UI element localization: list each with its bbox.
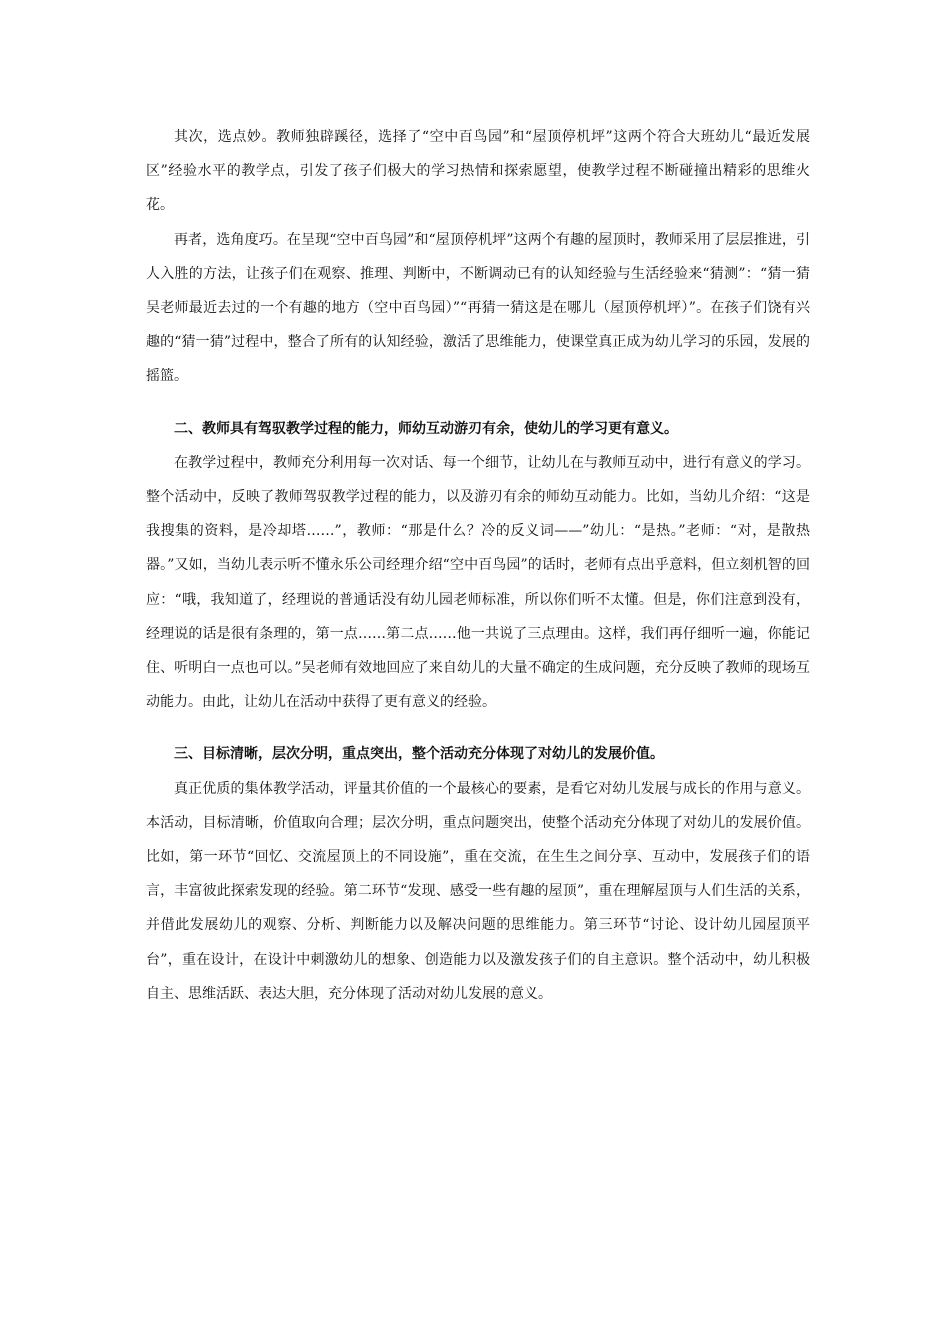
section-heading-3: 三、目标清晰，层次分明，重点突出，整个活动充分体现了对幼儿的发展价值。 bbox=[174, 746, 664, 763]
section-spacer bbox=[146, 394, 810, 412]
section-heading-2: 二、教师具有驾驭教学过程的能力，师幼互动游刃有余，使幼儿的学习更有意义。 bbox=[174, 420, 678, 437]
paragraph-choose-point: 其次，选点妙。教师独辟蹊径，选择了“空中百鸟园”和“屋顶停机坪”这两个符合大班幼儿“最近发展区”经验水平的教学点，引发了孩子们极大的学习热情和探索愿望，使教学过程不断碰撞出精彩的思维火花。 bbox=[146, 129, 810, 214]
paragraph-choose-angle: 再者，选角度巧。在呈现“空中百鸟园”和“屋顶停机坪”这两个有趣的屋顶时，教师采用了层层推进，引人入胜的方法，让孩子们在观察、推理、判断中，不断调动已有的认知经验与生活经验来“猜测”：“猜一猜吴老师最近去过的一个有趣的地方（空中百鸟园）”“再猜一猜这是在哪儿（屋顶停机坪）”。在孩子们饶有兴趣的“猜一猜”过程中，整合了所有的认知经验，激活了思维能力，使课堂真正成为幼儿学习的乐园，发展的摇篮。 bbox=[146, 231, 810, 385]
document-body bbox=[146, 120, 810, 1011]
paragraph-teacher-interaction: 在教学过程中，教师充分利用每一次对话、每一个细节，让幼儿在与教师互动中，进行有意义的学习。整个活动中，反映了教师驾驭教学过程的能力，以及游刃有余的师幼互动能力。比如，当幼儿介绍：“这是我搜集的资料，是冷却塔……”，教师：“那是什么？冷的反义词——”幼儿：“是热。”老师：“对，是散热器。”又如，当幼儿表示听不懂永乐公司经理介绍“空中百鸟园”的话时，老师有点出乎意料，但立刻机智的回应：“哦，我知道了，经理说的普通话没有幼儿园老师标准，所以你们听不太懂。但是，你们注意到没有，经理说的话是很有条理的，第一点……第二点……他一共说了三点理由。这样，我们再仔细听一遍，你能记住、听明白一点也可以。”吴老师有效地回应了来自幼儿的大量不确定的生成问题，充分反映了教师的现场互动能力。由此，让幼儿在活动中获得了更有意义的经验。 bbox=[146, 454, 810, 711]
paragraph-development-value: 真正优质的集体教学活动，评量其价值的一个最核心的要素，是看它对幼儿发展与成长的作用与意义。本活动，目标清晰，价值取向合理；层次分明，重点问题突出，使整个活动充分体现了对幼儿的发展价值。比如，第一环节“回忆、交流屋顶上的不同设施”，重在交流，在生生之间分享、互动中，发展孩子们的语言，丰富彼此探索发现的经验。第二环节“发现、感受一些有趣的屋顶”，重在理解屋顶与人们生活的关系，并借此发展幼儿的观察、分析、判断能力以及解决问题的思维能力。第三环节“讨论、设计幼儿园屋顶平台”，重在设计，在设计中刺激幼儿的想象、创造能力以及激发孩子们的自主意识。整个活动中，幼儿积极自主、思维活跃、表达大胆，充分体现了活动对幼儿发展的意义。 bbox=[146, 780, 810, 1002]
section-spacer bbox=[146, 719, 810, 737]
